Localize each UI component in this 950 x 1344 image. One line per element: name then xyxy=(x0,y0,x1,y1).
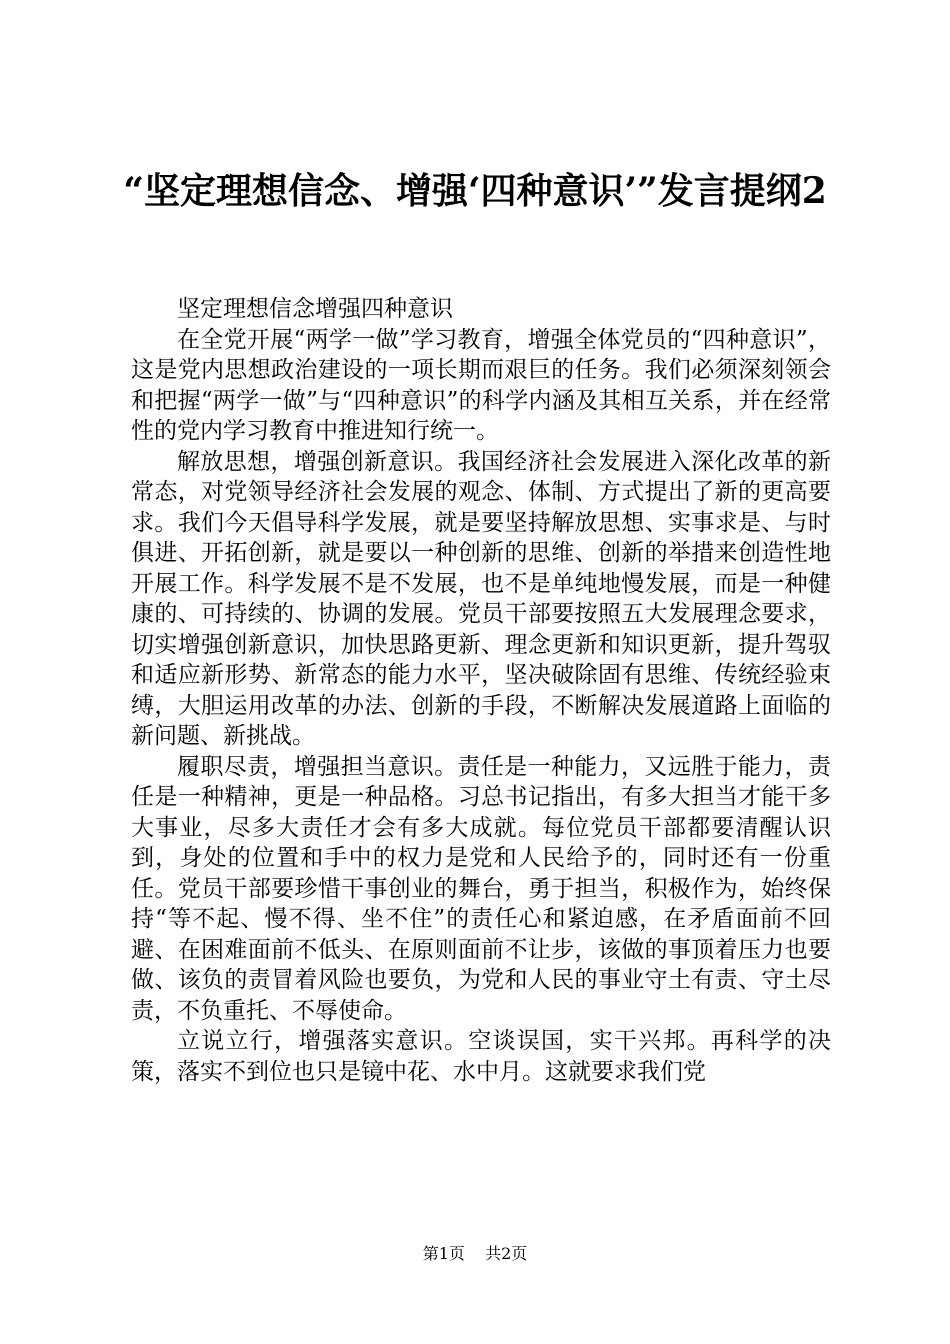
paragraph: 立说立行，增强落实意识。空谈误国，实干兴邦。再科学的决策，落实不到位也只是镜中花、水中月。这就要求我们党 xyxy=(131,1028,831,1085)
page-number-total: 共2页 xyxy=(485,1244,528,1263)
paragraph: 解放思想，增强创新意识。我国经济社会发展进入深化改革的新常态，对党领导经济社会发展的观念、体制、方式提出了新的更高要求。我们今天倡导科学发展，就是要坚持解放思想、实事求是、与时俱进、开拓创新，就是要以一种创新的思维、创新的举措来创造性地开展工作。科学发展不是不发展，也不是单纯地慢发展，而是一种健康的、可持续的、协调的发展。党员干部要按照五大发展理念要求，切实增强创新意识，加快思路更新、理念更新和知识更新，提升驾驭和适应新形势、新常态的能力水平，坚决破除固有思维、传统经验束缚，大胆运用改革的办法、创新的手段，不断解决发展道路上面临的新问题、新挑战。 xyxy=(131,448,831,749)
page-number-current: 第1页 xyxy=(422,1244,465,1263)
paragraph: 在全党开展“两学一做”学习教育，增强全体党员的“四种意识”，这是党内思想政治建设的一项长期而艰巨的任务。我们必须深刻领会和把握“两学一做”与“四种意识”的科学内涵及其相互关系，并在经常性的党内学习教育中推进知行统一。 xyxy=(131,326,831,444)
page-footer xyxy=(0,1244,950,1264)
paragraph-subtitle: 坚定理想信念增强四种意识 xyxy=(177,296,453,322)
document-body xyxy=(131,294,831,1087)
paragraph: 履职尽责，增强担当意识。责任是一种能力，又远胜于能力，责任是一种精神，更是一种品格。习总书记指出，有多大担当才能干多大事业，尽多大责任才会有多大成就。每位党员干部都要清醒认识到，身处的位置和手中的权力是党和人民给予的，同时还有一份重任。党员干部要珍惜干事创业的舞台，勇于担当，积极作为，始终保持“等不起、慢不得、坐不住”的责任心和紧迫感，在矛盾面前不回避、在困难面前不低头、在原则面前不让步，该做的事顶着压力也要做、该负的责冒着风险也要负，为党和人民的事业守土有责、守土尽责，不负重托、不辱使命。 xyxy=(131,753,831,1024)
document-title: “坚定理想信念、增强‘四种意识’”发言提纲2 xyxy=(123,170,827,212)
